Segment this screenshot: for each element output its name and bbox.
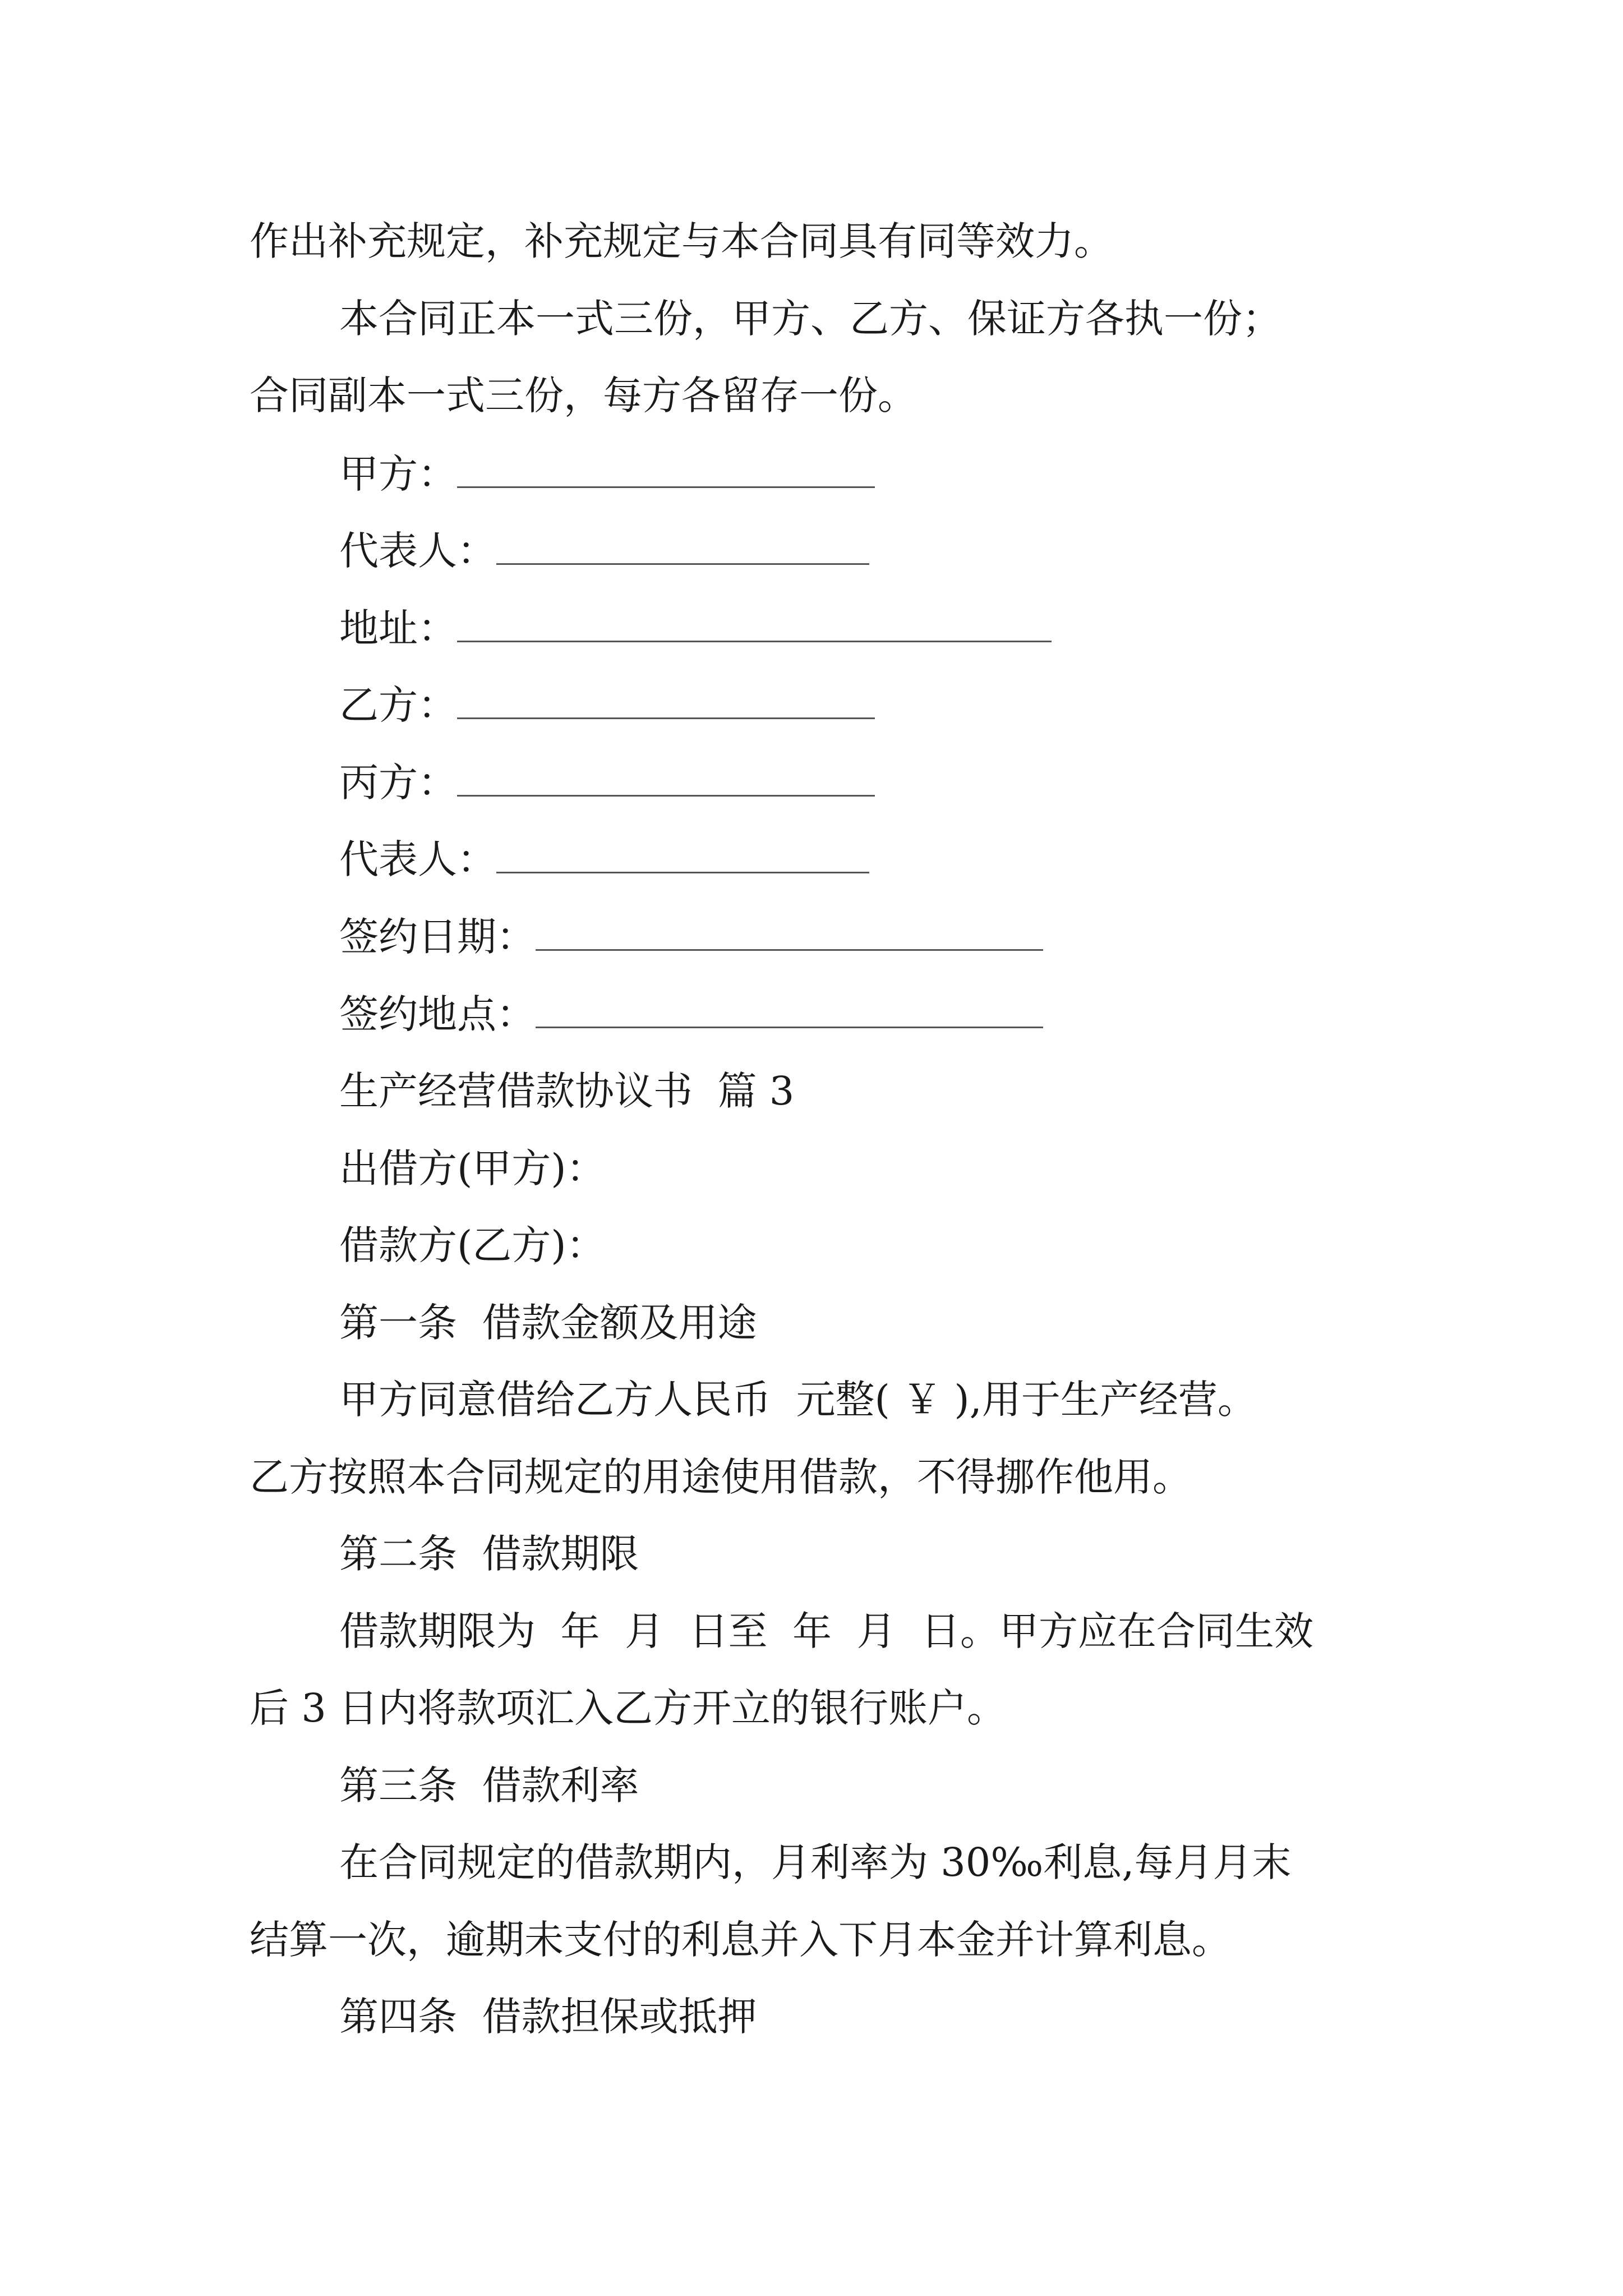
paragraph-line: 结算一次，逾期未支付的利息并入下月本金并计算利息。 (250, 1917, 1231, 1963)
signature-field-representative (339, 528, 869, 574)
signature-field-sign-place (339, 991, 1043, 1037)
blank-line (496, 563, 869, 565)
article-heading: 第三条 借款利率 (339, 1763, 639, 1809)
signature-field-party-c (339, 760, 875, 806)
signature-field-party-a (339, 451, 875, 497)
paragraph-line: 作出补充规定，补充规定与本合同具有同等效力。 (250, 218, 1113, 264)
blank-line (536, 1027, 1043, 1028)
article-heading: 第一条 借款金额及用途 (339, 1300, 757, 1346)
field-label: 乙方： (339, 682, 457, 728)
blank-line (457, 641, 1052, 642)
lender-line: 出借方(甲方)： (339, 1145, 606, 1191)
blank-line (536, 949, 1043, 951)
blank-line (457, 795, 875, 797)
borrower-line: 借款方(乙方)： (339, 1222, 606, 1268)
field-label: 代表人： (339, 528, 496, 574)
signature-field-representative-2 (339, 836, 869, 882)
signature-field-sign-date (339, 914, 1043, 960)
blank-line (457, 717, 875, 719)
paragraph-line: 合同副本一式三份，每方各留存一份。 (250, 372, 917, 418)
paragraph-line: 乙方按照本合同规定的用途使用借款，不得挪作他用。 (250, 1454, 1192, 1500)
field-label: 签约日期： (339, 914, 536, 960)
signature-field-party-b (339, 682, 875, 728)
blank-line (496, 872, 869, 873)
field-label: 丙方： (339, 760, 457, 806)
section-title: 生产经营借款协议书 篇 3 (339, 1068, 795, 1114)
article-heading: 第二条 借款期限 (339, 1531, 639, 1577)
field-label: 地址： (339, 605, 457, 651)
paragraph-line: 甲方同意借给乙方人民币 元整( ￥ ),用于生产经营。 (339, 1377, 1257, 1423)
field-label: 签约地点： (339, 991, 536, 1037)
paragraph-line: 借款期限为 年 月 日至 年 月 日。甲方应在合同生效 (339, 1608, 1314, 1654)
blank-line (457, 486, 875, 488)
paragraph-line: 本合同正本一式三份，甲方、乙方、保证方各执一份； (339, 296, 1281, 342)
field-label: 甲方： (339, 451, 457, 497)
paragraph-line: 后 3 日内将款项汇入乙方开立的银行账户。 (250, 1685, 1007, 1731)
article-heading: 第四条 借款担保或抵押 (339, 1994, 757, 2040)
signature-field-address (339, 605, 1052, 651)
paragraph-line: 在合同规定的借款期内，月利率为 30‰利息,每月月末 (339, 1839, 1292, 1885)
field-label: 代表人： (339, 836, 496, 882)
